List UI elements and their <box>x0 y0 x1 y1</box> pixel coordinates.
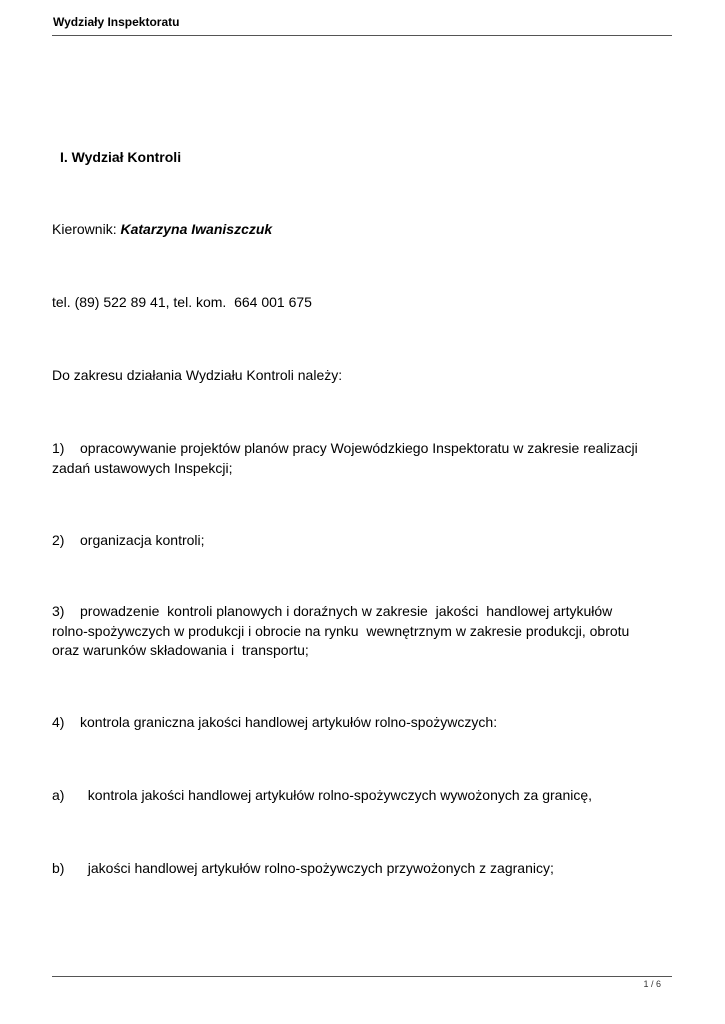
list-item-1 <box>52 439 672 478</box>
phone-line: tel. (89) 522 89 41, tel. kom. 664 001 675 <box>52 294 312 310</box>
section-title: I. Wydział Kontroli <box>60 149 182 165</box>
list-item-2: 2) organizacja kontroli; <box>52 532 205 548</box>
list-item-b: b) jakości handlowej artykułów rolno-spożywczych przywożonych z zagranicy; <box>52 860 554 876</box>
scope-intro: Do zakresu działania Wydziału Kontroli należy: <box>52 367 343 383</box>
list-item-3 <box>52 602 672 661</box>
manager-label: Kierownik: <box>52 221 121 237</box>
list-item-3-line-1: 3) prowadzenie kontroli planowych i doraźnych w zakresie jakości handlowej artykułów <box>52 603 613 619</box>
list-item-3-line-2: rolno-spożywczych w produkcji i obrocie na rynku wewnętrznym w zakresie produkcji, obrotu <box>52 622 630 639</box>
manager-line <box>52 220 272 239</box>
list-item-1-line-1: 1) opracowywanie projektów planów pracy Wojewódzkiego Inspektoratu w zakresie realizacji <box>52 440 638 456</box>
list-item-3-line-3: oraz warunków składowania i transportu; <box>52 642 309 658</box>
footer-divider <box>52 976 672 977</box>
list-item-4: 4) kontrola graniczna jakości handlowej artykułów rolno-spożywczych: <box>52 714 498 730</box>
list-item-1-line-2: zadań ustawowych Inspekcji; <box>52 459 233 476</box>
list-item-a: a) kontrola jakości handlowej artykułów rolno-spożywczych wywożonych za granicę, <box>52 787 593 803</box>
header-divider <box>52 35 672 36</box>
header-title: Wydziały Inspektoratu <box>53 15 180 29</box>
page-number: 1 / 6 <box>643 979 661 989</box>
manager-name: Katarzyna Iwaniszczuk <box>120 221 273 237</box>
